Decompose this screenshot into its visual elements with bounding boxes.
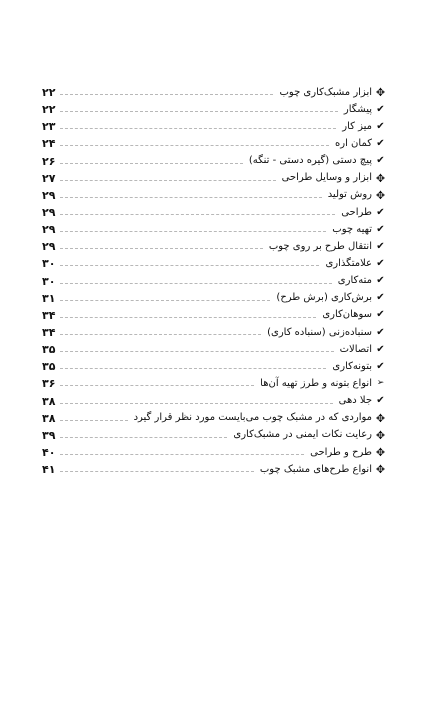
dot-leader <box>60 145 329 146</box>
toc-entry[interactable] <box>42 187 386 204</box>
toc-entry-title: جلا دهی <box>338 395 372 407</box>
toc-entry[interactable] <box>42 427 386 444</box>
toc-entry-page-number: ۳۰ <box>42 257 56 271</box>
toc-entry-page-number: ۳۸ <box>42 394 56 408</box>
dot-leader <box>60 180 276 181</box>
toc-entry[interactable] <box>42 153 386 170</box>
toc-entry-page-number: ۳۸ <box>42 411 56 425</box>
toc-entry[interactable] <box>42 135 386 152</box>
toc-entry-page-number: ۲۹ <box>42 240 56 254</box>
toc-entry-title: سوهان‌کاری <box>322 309 372 321</box>
dot-leader <box>60 265 319 266</box>
toc-entry-page-number: ۴۱ <box>42 463 56 477</box>
toc-entry[interactable] <box>42 101 386 118</box>
dot-leader <box>60 403 333 404</box>
dot-leader <box>60 334 261 335</box>
section-bullet-icon: ✥ <box>375 411 386 425</box>
checkmark-icon: ✔ <box>376 275 385 287</box>
toc-entry-title: ابزار مشبک‌کاری چوب <box>279 86 372 98</box>
table-of-contents <box>42 84 386 478</box>
dot-leader <box>60 128 336 129</box>
toc-entry[interactable] <box>42 358 386 375</box>
toc-entry-title: انواع بتونه و طرز تهیه آن‌ها <box>260 377 372 389</box>
toc-entry-page-number: ۲۳ <box>42 120 56 134</box>
toc-entry[interactable] <box>42 324 386 341</box>
toc-entry[interactable] <box>42 341 386 358</box>
toc-entry-title: انتقال طرح بر روی چوب <box>268 240 372 252</box>
toc-entry-title: رعایت نکات ایمنی در مشبک‌کاری <box>233 429 372 441</box>
checkmark-icon: ✔ <box>376 137 385 149</box>
toc-entry[interactable] <box>42 118 386 135</box>
toc-entry-title: اتصالات <box>339 343 372 355</box>
toc-entry-title: انواع طرح‌های مشبک چوب <box>259 463 372 475</box>
checkmark-icon: ✔ <box>376 103 385 115</box>
toc-entry-page-number: ۳۵ <box>42 343 56 357</box>
toc-entry-title: بتونه‌کاری <box>332 360 372 372</box>
toc-entry-title: برش‌کاری (برش طرح) <box>276 292 372 304</box>
toc-entry[interactable] <box>42 290 386 307</box>
dot-leader <box>60 317 316 318</box>
toc-entry-page-number: ۲۶ <box>42 154 56 168</box>
toc-entry-page-number: ۳۶ <box>42 377 56 391</box>
dot-leader <box>60 351 334 352</box>
dot-leader <box>60 214 335 215</box>
toc-entry-title: کمان اره <box>335 137 372 149</box>
toc-entry[interactable] <box>42 221 386 238</box>
dot-leader <box>60 197 322 198</box>
toc-entry[interactable] <box>42 461 386 478</box>
toc-entry-page-number: ۲۹ <box>42 188 56 202</box>
toc-entry-page-number: ۳۱ <box>42 291 56 305</box>
checkmark-icon: ✔ <box>376 120 385 132</box>
section-bullet-icon: ✥ <box>375 188 386 202</box>
dot-leader <box>60 471 254 472</box>
checkmark-icon: ✔ <box>376 223 385 235</box>
checkmark-icon: ✔ <box>376 343 385 355</box>
toc-entry-title: روش تولید <box>327 189 372 201</box>
checkmark-icon: ✔ <box>376 360 385 372</box>
section-bullet-icon: ✥ <box>375 171 386 185</box>
dot-leader <box>60 420 128 421</box>
dot-leader <box>60 248 263 249</box>
toc-entry[interactable] <box>42 410 386 427</box>
dot-leader <box>60 385 254 386</box>
dot-leader <box>60 111 338 112</box>
toc-entry[interactable] <box>42 444 386 461</box>
dot-leader <box>60 368 326 369</box>
toc-entry-page-number: ۲۷ <box>42 171 56 185</box>
toc-entry-title: مته‌کاری <box>337 275 372 287</box>
toc-entry-title: سنباده‌زنی (سنباده کاری) <box>267 326 372 338</box>
checkmark-icon: ✔ <box>376 155 385 167</box>
toc-entry[interactable] <box>42 255 386 272</box>
toc-entry-title: علامتگذاری <box>325 257 372 269</box>
toc-entry[interactable] <box>42 84 386 101</box>
checkmark-icon: ✔ <box>376 309 385 321</box>
section-bullet-icon: ✥ <box>375 463 386 477</box>
toc-entry-title: پیچ دستی (گیره دستی - تنگه) <box>248 155 372 167</box>
dot-leader <box>60 437 227 438</box>
toc-entry[interactable] <box>42 307 386 324</box>
toc-entry[interactable] <box>42 393 386 410</box>
arrow-bullet-icon: ➢ <box>376 378 385 389</box>
section-bullet-icon: ✥ <box>375 428 386 442</box>
toc-entry-page-number: ۳۰ <box>42 274 56 288</box>
checkmark-icon: ✔ <box>376 326 385 338</box>
toc-entry-page-number: ۲۹ <box>42 223 56 237</box>
toc-entry-title: طراحی <box>341 206 372 218</box>
dot-leader <box>60 231 326 232</box>
toc-entry-page-number: ۲۲ <box>42 103 56 117</box>
toc-entry-title: طرح و طراحی <box>310 446 372 458</box>
dot-leader <box>60 94 273 95</box>
toc-entry[interactable] <box>42 273 386 290</box>
toc-entry-page-number: ۳۴ <box>42 326 56 340</box>
toc-entry[interactable] <box>42 375 386 392</box>
dot-leader <box>60 283 332 284</box>
toc-entry-page-number: ۳۵ <box>42 360 56 374</box>
toc-entry[interactable] <box>42 204 386 221</box>
toc-entry-page-number: ۳۴ <box>42 308 56 322</box>
toc-entry[interactable] <box>42 238 386 255</box>
checkmark-icon: ✔ <box>376 292 385 304</box>
dot-leader <box>60 300 270 301</box>
toc-entry-title: تهیه چوب <box>332 223 372 235</box>
toc-entry-title: پیشگار <box>343 103 372 115</box>
checkmark-icon: ✔ <box>376 257 385 269</box>
checkmark-icon: ✔ <box>376 206 385 218</box>
toc-entry-page-number: ۲۲ <box>42 86 56 100</box>
toc-entry-title: مواردی که در مشبک چوب می‌بایست مورد نظر قرار گیرد <box>133 412 372 424</box>
dot-leader <box>60 454 304 455</box>
dot-leader <box>60 163 243 164</box>
toc-entry-title: ابزار و وسایل طراحی <box>281 172 372 184</box>
section-bullet-icon: ✥ <box>375 446 386 460</box>
toc-entry[interactable] <box>42 170 386 187</box>
toc-entry-page-number: ۳۹ <box>42 428 56 442</box>
section-bullet-icon: ✥ <box>375 86 386 100</box>
checkmark-icon: ✔ <box>376 240 385 252</box>
toc-entry-page-number: ۴۰ <box>42 446 56 460</box>
checkmark-icon: ✔ <box>376 395 385 407</box>
toc-entry-title: میز کار <box>342 120 372 132</box>
toc-entry-page-number: ۲۴ <box>42 137 56 151</box>
toc-entry-page-number: ۲۹ <box>42 206 56 220</box>
